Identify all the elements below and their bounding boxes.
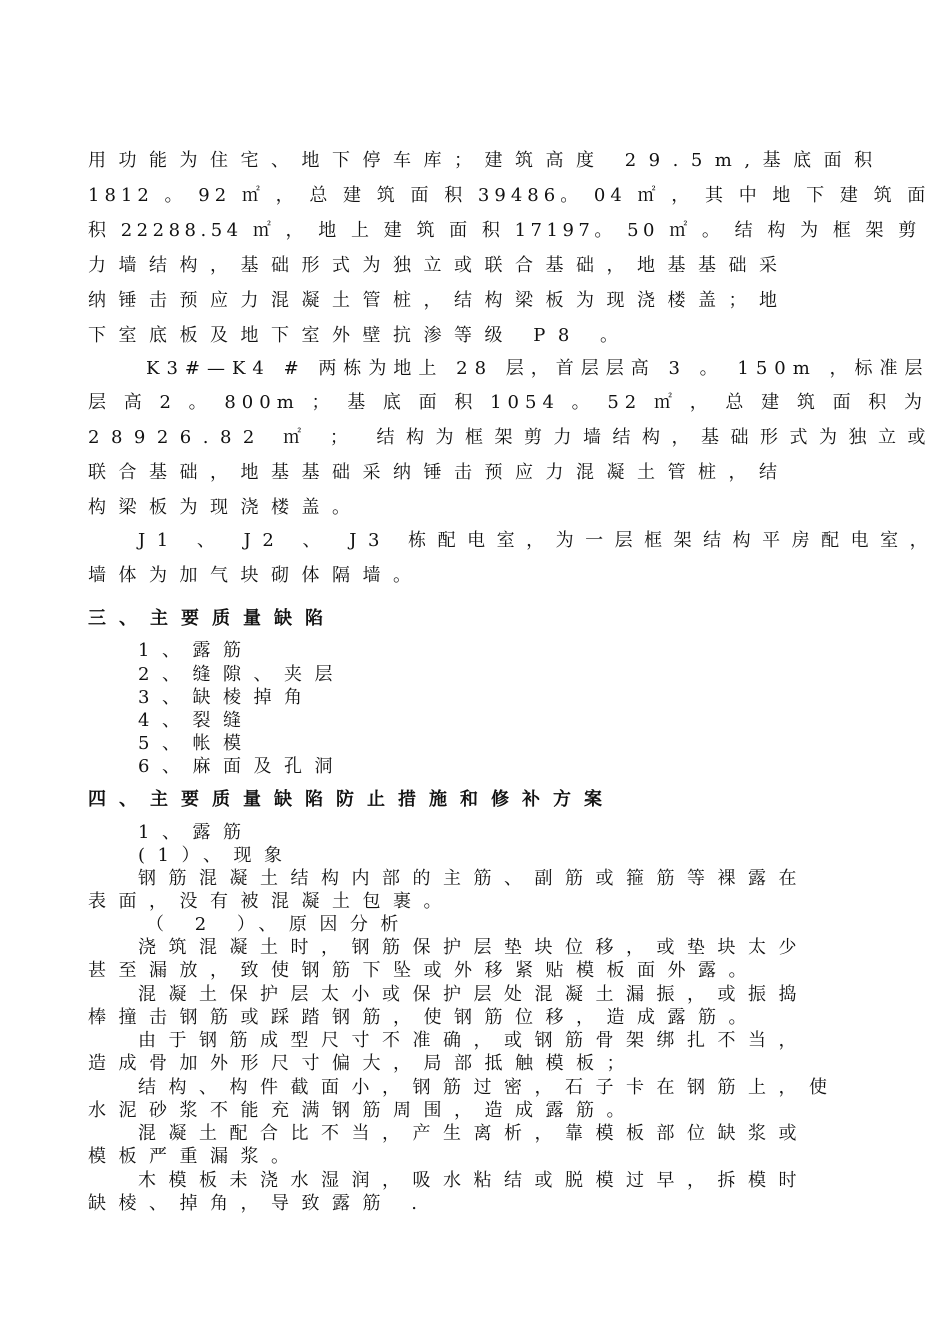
text-line: 棒撞击钢筋或踩踏钢筋，使钢筋位移，造成露筋。 [88, 1007, 759, 1028]
text-line: 钢筋混凝土结构内部的主筋、副筋或箍筋等裸露在 [138, 868, 809, 889]
subsection-heading: 1、露筋 [138, 822, 254, 843]
list-item: 6、麻面及孔洞 [138, 756, 345, 777]
text-line: 由于钢筋成型尺寸不准确，或钢筋骨架绑扎不当， [138, 1030, 809, 1051]
text-line: 缺棱、掉角，导致露筋 . [88, 1193, 430, 1214]
text-line: 墙体为加气块砌体隔墙。 [88, 565, 424, 586]
subsection-label: (1）、现象 [138, 845, 295, 866]
text-line: 用功能为住宅、地下停车库；建筑高度 29.5m,基底面积 [88, 150, 885, 171]
text-line: 模板严重漏浆。 [88, 1146, 302, 1167]
text-line: 力墙结构，基础形式为独立或联合基础，地基基础采 [88, 255, 790, 276]
text-line: 层 高 2 。 800m ； 基 底 面 积 1054 。 52 ㎡ ， 总 建 筑 面 积 为 [88, 392, 929, 413]
text-line: J1 、 J2 、 J3 栋配电室，为一层框架结构平房配电室， [138, 530, 940, 551]
text-line: 下室底板及地下室外壁抗渗等级 P8 。 [88, 325, 631, 346]
list-item: 3、缺棱掉角 [138, 687, 315, 708]
text-line: 混凝土保护层太小或保护层处混凝土漏振，或振捣 [138, 984, 809, 1005]
text-line: 甚至漏放，致使钢筋下坠或外移紧贴模板面外露。 [88, 960, 759, 981]
text-line: 28926.82 ㎡ ； 结构为框架剪力墙结构，基础形式为独立或 [88, 427, 938, 448]
list-item: 4、裂缝 [138, 710, 254, 731]
section-heading: 三、主要质量缺陷 [88, 608, 336, 629]
subsection-label: （ 2 ）、原因分析 [146, 914, 411, 935]
text-line: 混凝土配合比不当，产生离析，靠模板部位缺浆或 [138, 1123, 809, 1144]
text-line: 1812 。 92 ㎡ ， 总 建 筑 面 积 39486。 04 ㎡ ， 其 中 地 下 建 筑 面 [88, 185, 931, 206]
text-line: 构梁板为现浇楼盖。 [88, 497, 363, 518]
text-line: 造成骨加外形尺寸偏大，局部抵触模板； [88, 1053, 637, 1074]
list-item: 5、帐模 [138, 733, 254, 754]
text-line: K3#—K4 # 两栋为地上 28 层，首层层高 3 。 150m ，标准层 [146, 358, 930, 379]
text-line: 联合基础，地基基础采纳锤击预应力混凝土管桩，结 [88, 462, 790, 483]
text-line: 水泥砂浆不能充满钢筋周围，造成露筋。 [88, 1100, 637, 1121]
text-line: 浇筑混凝土时，钢筋保护层垫块位移，或垫块太少 [138, 937, 809, 958]
list-item: 1、露筋 [138, 640, 254, 661]
text-line: 木模板未浇水湿润，吸水粘结或脱模过早，拆模时 [138, 1170, 809, 1191]
text-line: 纳锤击预应力混凝土管桩，结构梁板为现浇楼盖；地 [88, 290, 790, 311]
text-line: 积 22288.54 ㎡ ， 地 上 建 筑 面 积 17197。 50 ㎡ 。 结 构 为 框 架 剪 [88, 220, 921, 241]
section-heading: 四、主要质量缺陷防止措施和修补方案 [88, 789, 615, 810]
text-line: 结构、构件截面小，钢筋过密，石子卡在钢筋上，使 [138, 1077, 840, 1098]
list-item: 2、缝隙、夹层 [138, 664, 345, 685]
text-line: 表面，没有被混凝土包裹。 [88, 891, 454, 912]
